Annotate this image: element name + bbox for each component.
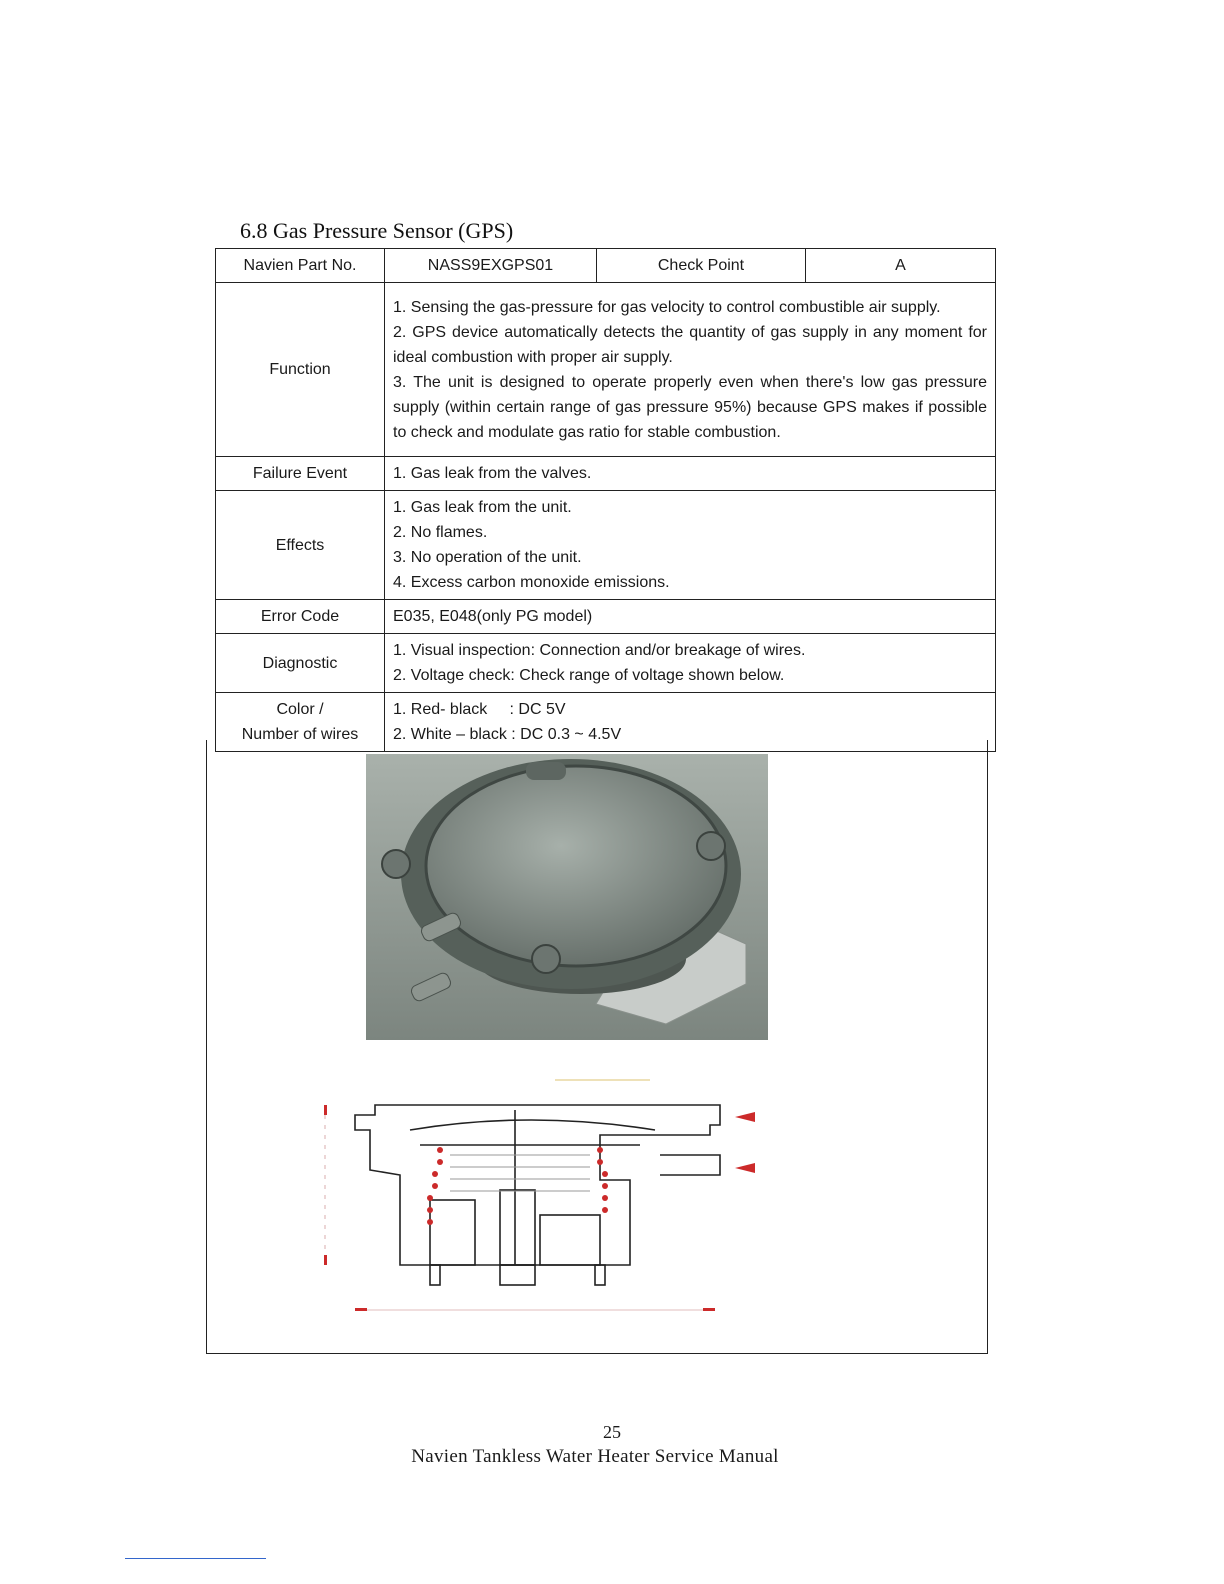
page-number: 25 — [603, 1422, 621, 1442]
list-item: 2. Voltage check: Check range of voltage shown below. — [393, 667, 785, 684]
part-no-value: NASS9EXGPS01 — [385, 249, 597, 283]
section-title: 6.8 Gas Pressure Sensor (GPS) — [240, 218, 514, 243]
part-no-label: Navien Part No. — [216, 249, 385, 283]
spec-table — [215, 248, 996, 752]
arrow-icon — [735, 1112, 755, 1122]
table-row — [216, 457, 996, 491]
list-item: 2. White – black : DC 0.3 ~ 4.5V — [393, 726, 622, 743]
wires-label-line: Number of wires — [241, 726, 359, 743]
check-point-label: Check Point — [597, 249, 806, 283]
diagnostic-label: Diagnostic — [216, 634, 385, 693]
error-code-label: Error Code — [216, 600, 385, 634]
diagnostic-content — [385, 634, 996, 693]
table-row — [216, 249, 996, 283]
list-item: 1. Gas leak from the unit. — [393, 499, 572, 516]
failure-event-label: Failure Event — [216, 457, 385, 491]
check-point-value: A — [806, 249, 996, 283]
table-row — [216, 600, 996, 634]
list-item: 1. Red- black : DC 5V — [393, 701, 566, 718]
error-code-value: E035, E048(only PG model) — [385, 600, 996, 634]
table-row — [216, 634, 996, 693]
sensor-photo — [366, 754, 768, 1040]
failure-event-content — [385, 457, 996, 491]
footnote-divider — [125, 1558, 266, 1559]
list-item: 2. GPS device automatically detects the quantity of gas supply in any moment for ideal combustion with proper air supply. — [393, 323, 987, 366]
spring-coils — [427, 1147, 608, 1225]
cross-section-diagram — [300, 1050, 960, 1330]
list-item: 3. The unit is designed to operate properly even when there's low gas pressure supply (within certain range of gas pressure 95%) because GPS makes if possible to check and modulate gas ratio for stable combustion. — [393, 373, 987, 441]
table-row — [216, 283, 996, 457]
table-row — [216, 491, 996, 600]
list-item: 3. No operation of the unit. — [393, 549, 582, 566]
list-item: 1. Visual inspection: Connection and/or breakage of wires. — [393, 642, 806, 659]
list-item: 1. Sensing the gas-pressure for gas velocity to control combustible air supply. — [393, 298, 941, 316]
color-label-line: Color / — [276, 701, 324, 718]
manual-title: Navien Tankless Water Heater Service Manual — [411, 1446, 779, 1467]
effects-label: Effects — [216, 491, 385, 600]
function-content — [385, 283, 996, 457]
list-item: 2. No flames. — [393, 524, 488, 541]
arrow-icon — [735, 1163, 755, 1173]
list-item: 1. Gas leak from the valves. — [393, 465, 592, 482]
function-label: Function — [216, 283, 385, 457]
list-item: 4. Excess carbon monoxide emissions. — [393, 574, 670, 591]
effects-content — [385, 491, 996, 600]
